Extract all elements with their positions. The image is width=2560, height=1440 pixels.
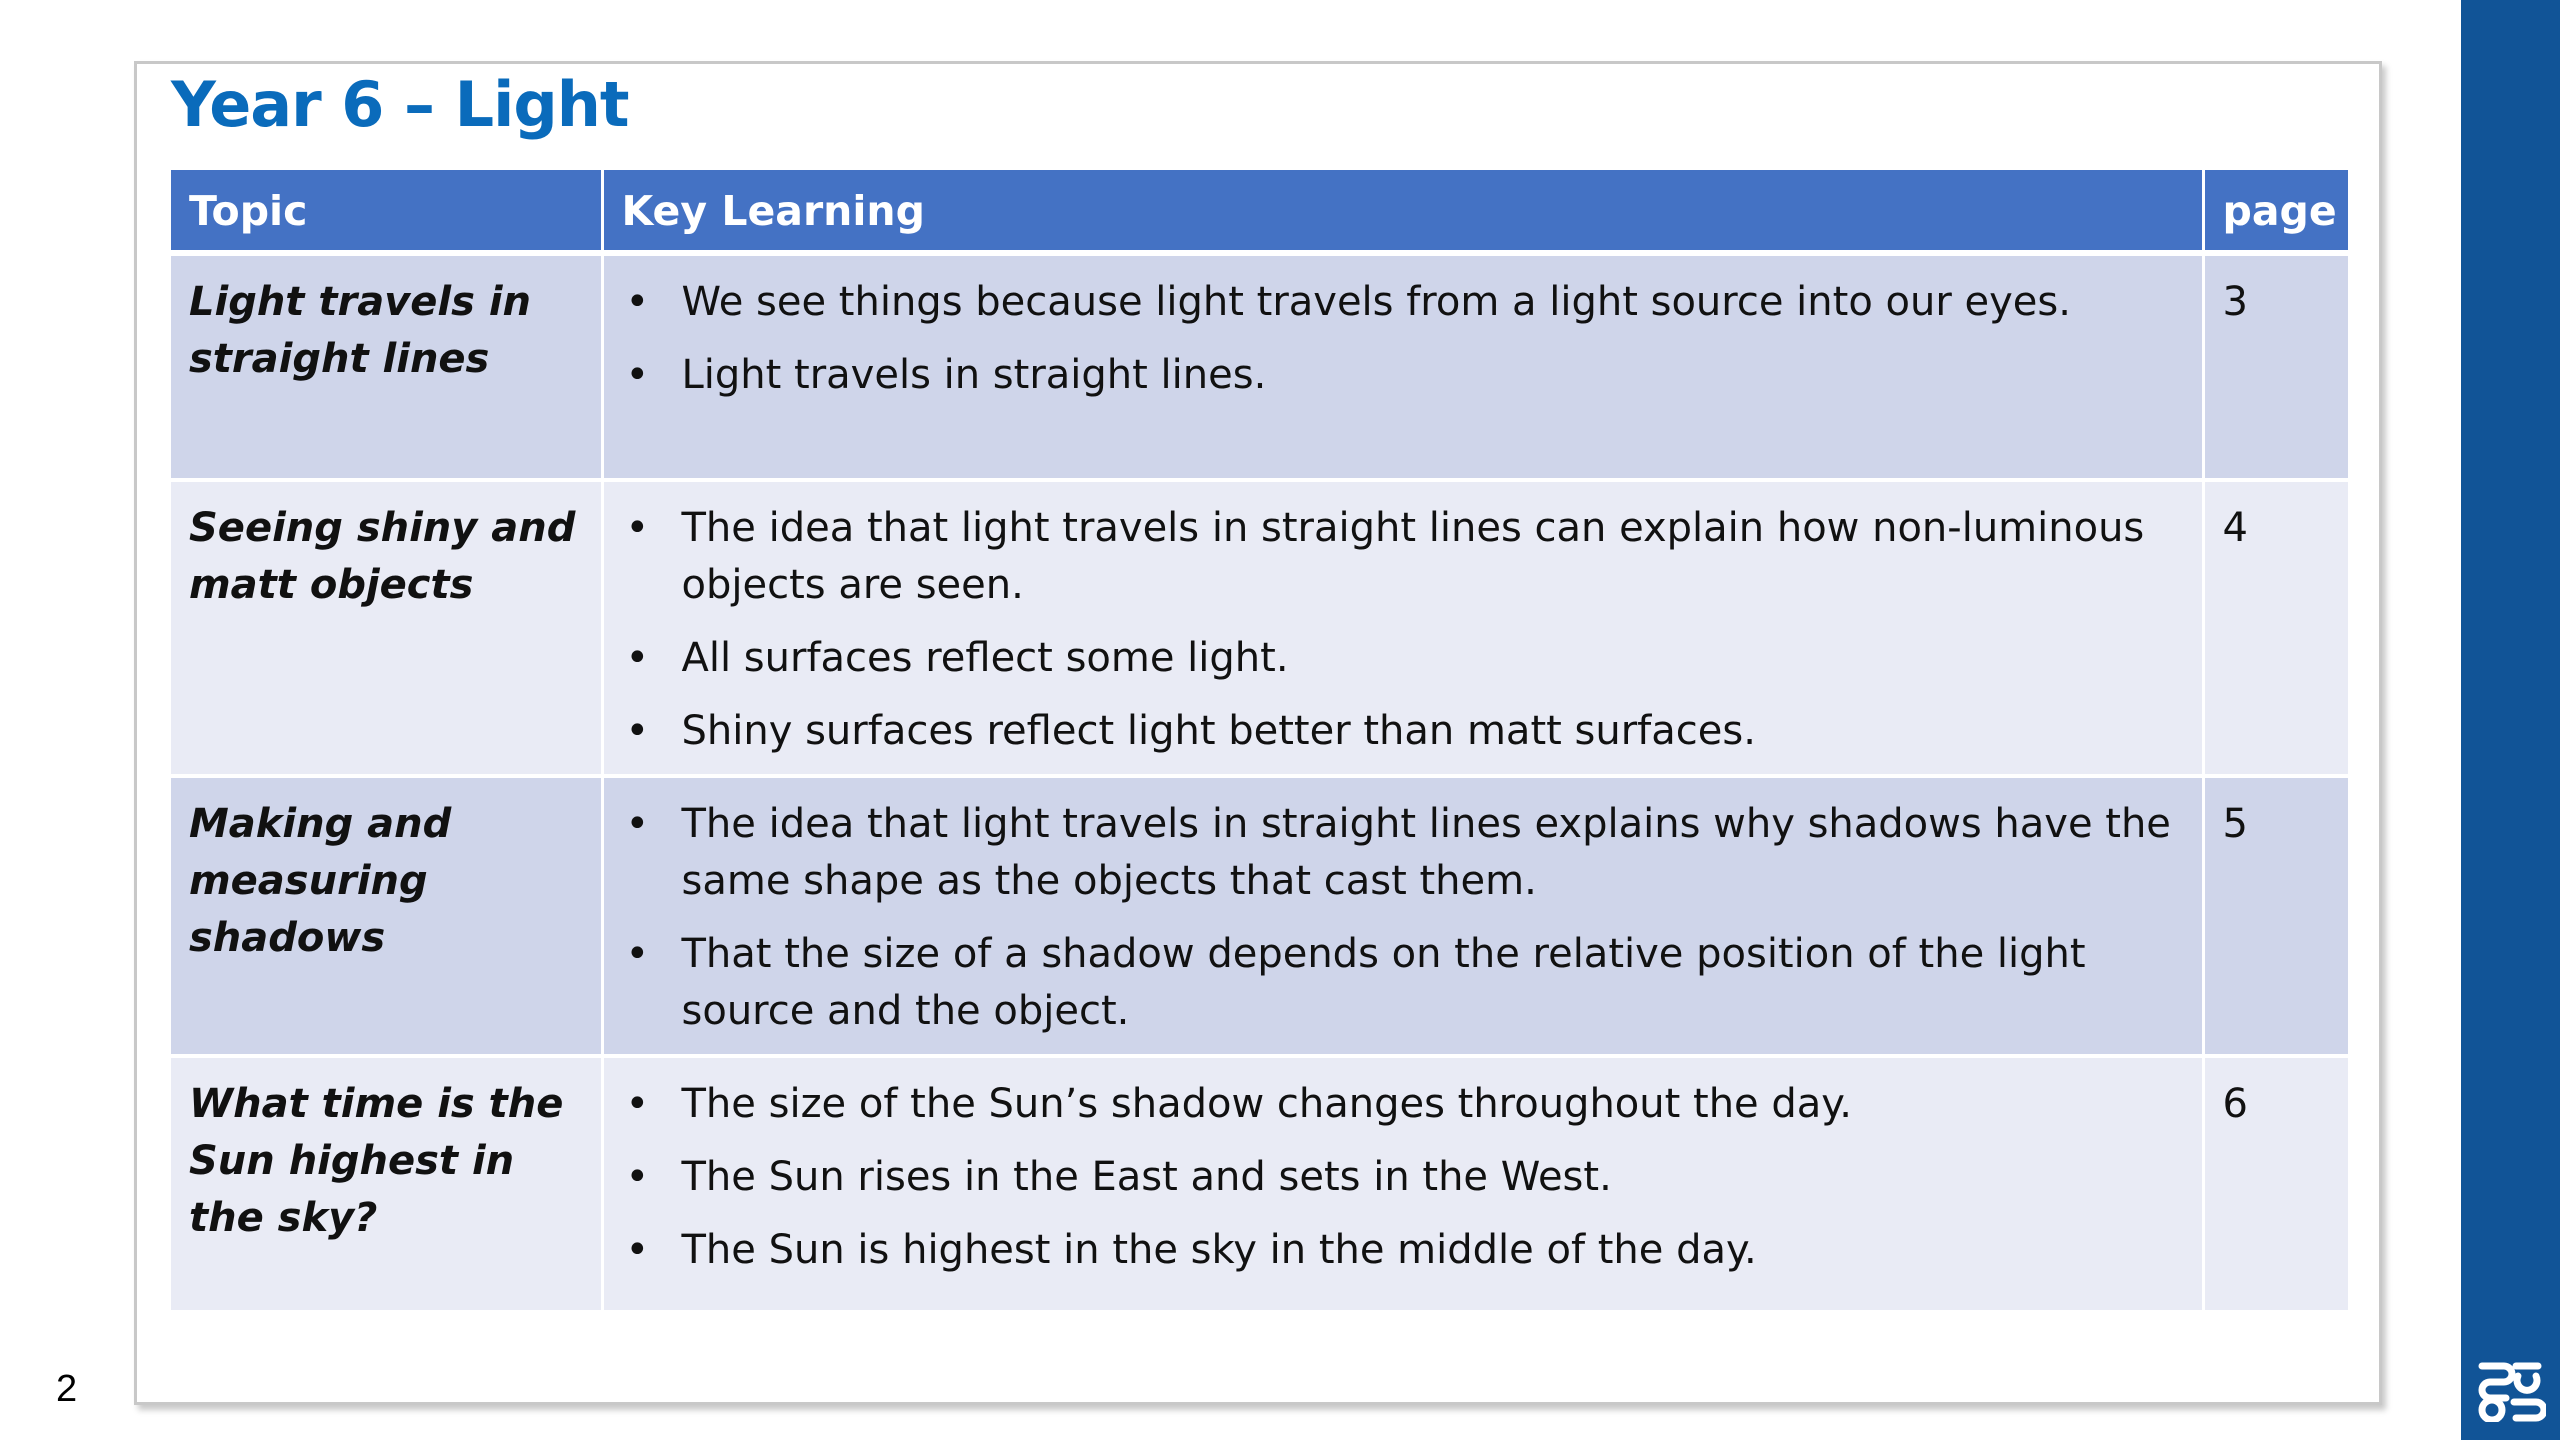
column-header-page: page [2203, 170, 2348, 253]
key-learning-cell [602, 776, 2203, 1056]
key-learning-list [622, 1076, 2186, 1279]
key-learning-list [622, 500, 2186, 760]
column-header-topic: Topic [171, 170, 602, 253]
page-cell: 6 [2203, 1056, 2348, 1312]
brand-sidebar [2461, 0, 2560, 1440]
column-header-key-learning: Key Learning [602, 170, 2203, 253]
list-item: • The size of the Sun’s shadow changes throughout the day. [622, 1076, 2186, 1133]
page-cell: 4 [2203, 480, 2348, 776]
page-cell: 5 [2203, 776, 2348, 1056]
topic-cell: What time is the Sun highest in the sky? [171, 1056, 602, 1312]
table-row [171, 253, 2348, 480]
table-row [171, 480, 2348, 776]
table-row [171, 776, 2348, 1056]
list-item: • We see things because light travels from a light source into our eyes. [622, 274, 2186, 331]
brand-logo-icon [2476, 1356, 2546, 1422]
list-item: • The Sun rises in the East and sets in the West. [622, 1149, 2186, 1206]
page-title: Year 6 – Light [171, 68, 629, 141]
topic-cell: Seeing shiny and matt objects [171, 480, 602, 776]
list-item: • Light travels in straight lines. [622, 347, 2186, 404]
list-item: • That the size of a shadow depends on the relative position of the light source and the object. [622, 926, 2186, 1040]
table-row [171, 1056, 2348, 1312]
key-learning-cell [602, 253, 2203, 480]
key-learning-cell [602, 1056, 2203, 1312]
learning-table [171, 170, 2348, 1314]
page-cell: 3 [2203, 253, 2348, 480]
list-item: • The Sun is highest in the sky in the middle of the day. [622, 1222, 2186, 1279]
topic-cell: Making and measuring shadows [171, 776, 602, 1056]
key-learning-cell [602, 480, 2203, 776]
list-item: • The idea that light travels in straight lines can explain how non-luminous objects are seen. [622, 500, 2186, 614]
list-item: • The idea that light travels in straight lines explains why shadows have the same shape as the objects that cast them. [622, 796, 2186, 910]
list-item: • All surfaces reflect some light. [622, 630, 2186, 687]
table-header-row [171, 170, 2348, 253]
list-item: • Shiny surfaces reflect light better than matt surfaces. [622, 703, 2186, 760]
topic-cell: Light travels in straight lines [171, 253, 602, 480]
key-learning-list [622, 274, 2186, 404]
slide-number: 2 [56, 1368, 78, 1410]
key-learning-list [622, 796, 2186, 1040]
